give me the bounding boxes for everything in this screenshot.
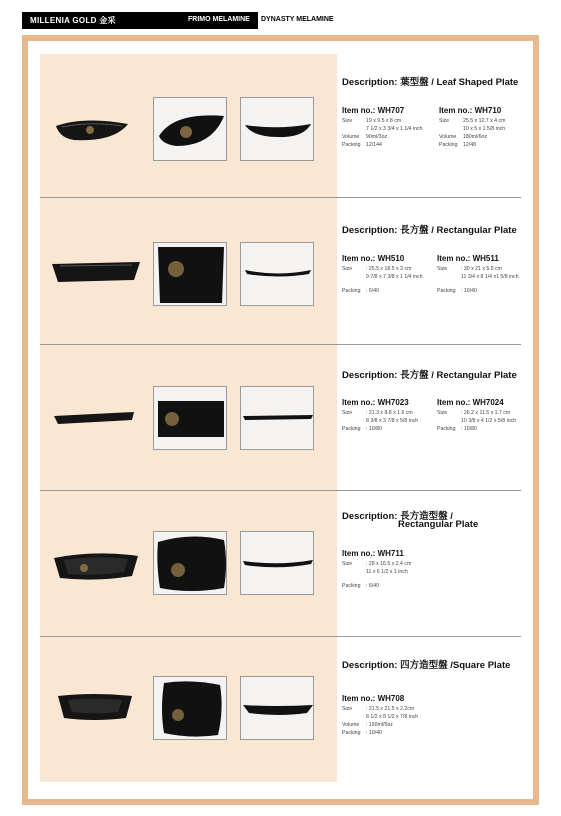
- product-description: Description: 長方盤 / Rectangular Plate: [342, 225, 517, 236]
- item-specs: Size : 30 x 21 x 5.5 cm 11 3/4 x 8 1/4 x1 5/8 inch Packing : 10/40: [437, 266, 519, 294]
- long-rectangular-plate-photo: [52, 408, 136, 428]
- item-number: Item no.: WH708: [342, 694, 405, 703]
- long-rectangular-plate-side-view: [240, 386, 314, 450]
- item-specs: Size 25.5 x 12.7 x 4 cm 10 x 5 x 1 5/8 inch Volume 180ml/6oz Packing 12/48: [439, 118, 506, 148]
- product-description: Description: 長方造型盤 /: [342, 511, 453, 522]
- section-divider: [40, 636, 521, 637]
- shaped-rectangular-plate-side-view: [240, 531, 314, 595]
- product-description-continued: Rectangular Plate: [398, 519, 479, 530]
- product-description: Description: 葉型盤 / Leaf Shaped Plate: [342, 77, 519, 88]
- item-specs: Size : 21.3 x 8.8 x 1.6 cm 8 3/8 x 3 7/8 x 5/8 inch Packing : 10/80: [342, 410, 419, 432]
- shaped-rectangular-plate-top-view: [153, 531, 227, 595]
- rectangular-plate-photo: [50, 258, 142, 284]
- square-plate-side-view: [240, 676, 314, 740]
- item-specs: Size : 21.5 x 21.5 x 2.2cm 8 1/2 x 8 1/2 x 7/8 inch Volume : 150ml/5oz Packing : 10/40: [342, 706, 419, 736]
- brand-bar: [22, 12, 258, 29]
- item-number: Item no.: WH7024: [437, 398, 504, 407]
- section-divider: [40, 197, 521, 198]
- item-specs: Size : 25.5 x 18.5 x 3 cm 9 7/8 x 7 3/8 x 1 1/4 inch Packing : 6/40: [342, 266, 423, 294]
- leaf-plate-top-view: [153, 97, 227, 161]
- item-specs: Size 19 x 9.5 x 8 cm 7 1/2 x 3 3/4 x 1 1/4 inch Volume 90ml/3oz Packing 12/144: [342, 118, 423, 148]
- tab-dynasty-melamine[interactable]: DYNASTY MELAMINE: [261, 16, 334, 23]
- brand-name: MILLENIA GOLD 金采: [30, 16, 116, 25]
- leaf-plate-side-view: [240, 97, 314, 161]
- shaped-rectangular-plate-photo: [50, 548, 142, 582]
- rectangular-plate-top-view: [153, 242, 227, 306]
- item-number: Item no.: WH710: [439, 106, 502, 115]
- section-divider: [40, 490, 521, 491]
- item-number: Item no.: WH7023: [342, 398, 409, 407]
- item-number: Item no.: WH711: [342, 549, 404, 558]
- square-plate-top-view: [153, 676, 227, 740]
- item-number: Item no.: WH511: [437, 254, 499, 263]
- item-number: Item no.: WH707: [342, 106, 405, 115]
- tab-frimo-melamine[interactable]: FRIMO MELAMINE: [188, 16, 250, 23]
- long-rectangular-plate-top-view: [153, 386, 227, 450]
- item-specs: Size : 26.2 x 11.5 x 1.7 cm 10 3/8 x 4 1/2 x 5/8 inch Packing : 10/80: [437, 410, 517, 432]
- leaf-plate-photo: [54, 118, 130, 144]
- square-plate-photo: [54, 690, 136, 724]
- item-number: Item no.: WH510: [342, 254, 405, 263]
- product-description: Description: 長方盤 / Rectangular Plate: [342, 370, 517, 381]
- rectangular-plate-side-view: [240, 242, 314, 306]
- product-description: Description: 四方造型盤 /Square Plate: [342, 660, 511, 671]
- item-specs: Size : 28 x 16.5 x 2.4 cm 11 x 6 1/2 x 1 inch Packing : 6/40: [342, 561, 412, 589]
- section-divider: [40, 344, 521, 345]
